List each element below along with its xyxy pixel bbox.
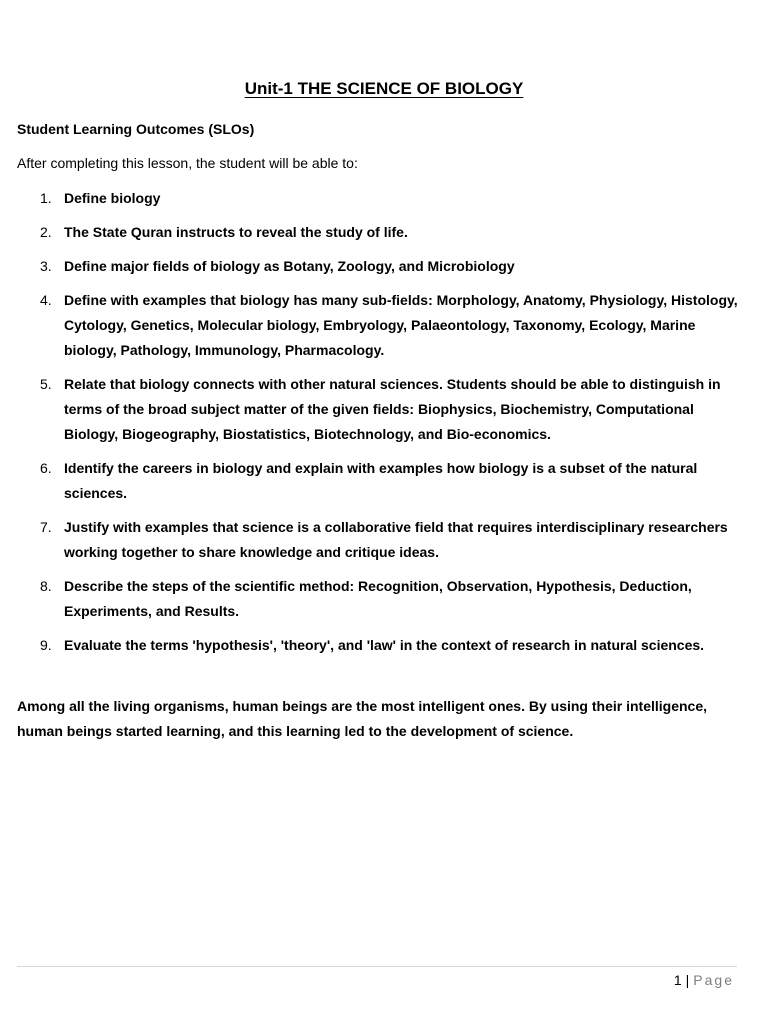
outcome-number: 7. (40, 519, 52, 535)
outcome-item (17, 456, 742, 506)
outcome-item (17, 574, 742, 624)
footer-separator: | (685, 972, 690, 988)
outcome-number: 1. (40, 190, 52, 206)
outcome-number: 5. (40, 376, 52, 392)
outcome-text: Define biology (64, 190, 161, 206)
outcome-item (17, 515, 742, 565)
outcome-number: 6. (40, 460, 52, 476)
outcome-text: Justify with examples that science is a collaborative field that requires interdisciplinary researchers working together to share knowledge and critique ideas. (64, 519, 728, 560)
outcome-item (17, 633, 742, 658)
slo-heading: Student Learning Outcomes (SLOs) (17, 121, 255, 137)
outcome-number: 9. (40, 637, 52, 653)
outcome-item (17, 254, 742, 279)
outcome-number: 8. (40, 578, 52, 594)
outcome-item (17, 186, 742, 211)
footer-divider (17, 966, 737, 967)
outcome-text: Define major fields of biology as Botany, Zoology, and Microbiology (64, 258, 515, 274)
page-number: 1 (673, 972, 682, 988)
page-footer (674, 970, 734, 990)
intro-text: After completing this lesson, the student will be able to: (17, 155, 358, 171)
page-label: Page (693, 972, 734, 988)
closing-paragraph: Among all the living organisms, human beings are the most intelligent ones. By using their intelligence, human beings started learning, and this learning led to the development of science. (17, 698, 707, 739)
outcome-number: 2. (40, 224, 52, 240)
outcome-text: Identify the careers in biology and explain with examples how biology is a subset of the natural sciences. (64, 460, 698, 501)
outcome-item (17, 220, 742, 245)
outcome-number: 3. (40, 258, 52, 274)
outcome-item (17, 372, 742, 447)
document-title: Unit-1 THE SCIENCE OF BIOLOGY (244, 79, 524, 98)
outcome-text: The State Quran instructs to reveal the study of life. (64, 224, 408, 240)
outcomes-list (17, 186, 742, 667)
outcome-text: Describe the steps of the scientific method: Recognition, Observation, Hypothesis, Deduction, Experiments, and Results. (64, 578, 692, 619)
outcome-text: Evaluate the terms 'hypothesis', 'theory', and 'law' in the context of research in natural sciences. (64, 637, 705, 653)
outcome-text: Define with examples that biology has many sub-fields: Morphology, Anatomy, Physiology, Histology, Cytology, Genetics, Molecular biology, Embryology, Palaeontology, Taxonomy, Ecology, Marine biology, Pathology, Immunology, Pharmacology. (64, 292, 738, 358)
outcome-item (17, 288, 742, 363)
outcome-text: Relate that biology connects with other natural sciences. Students should be able to distinguish in terms of the broad subject matter of the given fields: Biophysics, Biochemistry, Computational Biology, Biogeography, Biostatistics, Biotechnology, and Bio-economics. (64, 376, 721, 442)
outcome-number: 4. (40, 292, 52, 308)
